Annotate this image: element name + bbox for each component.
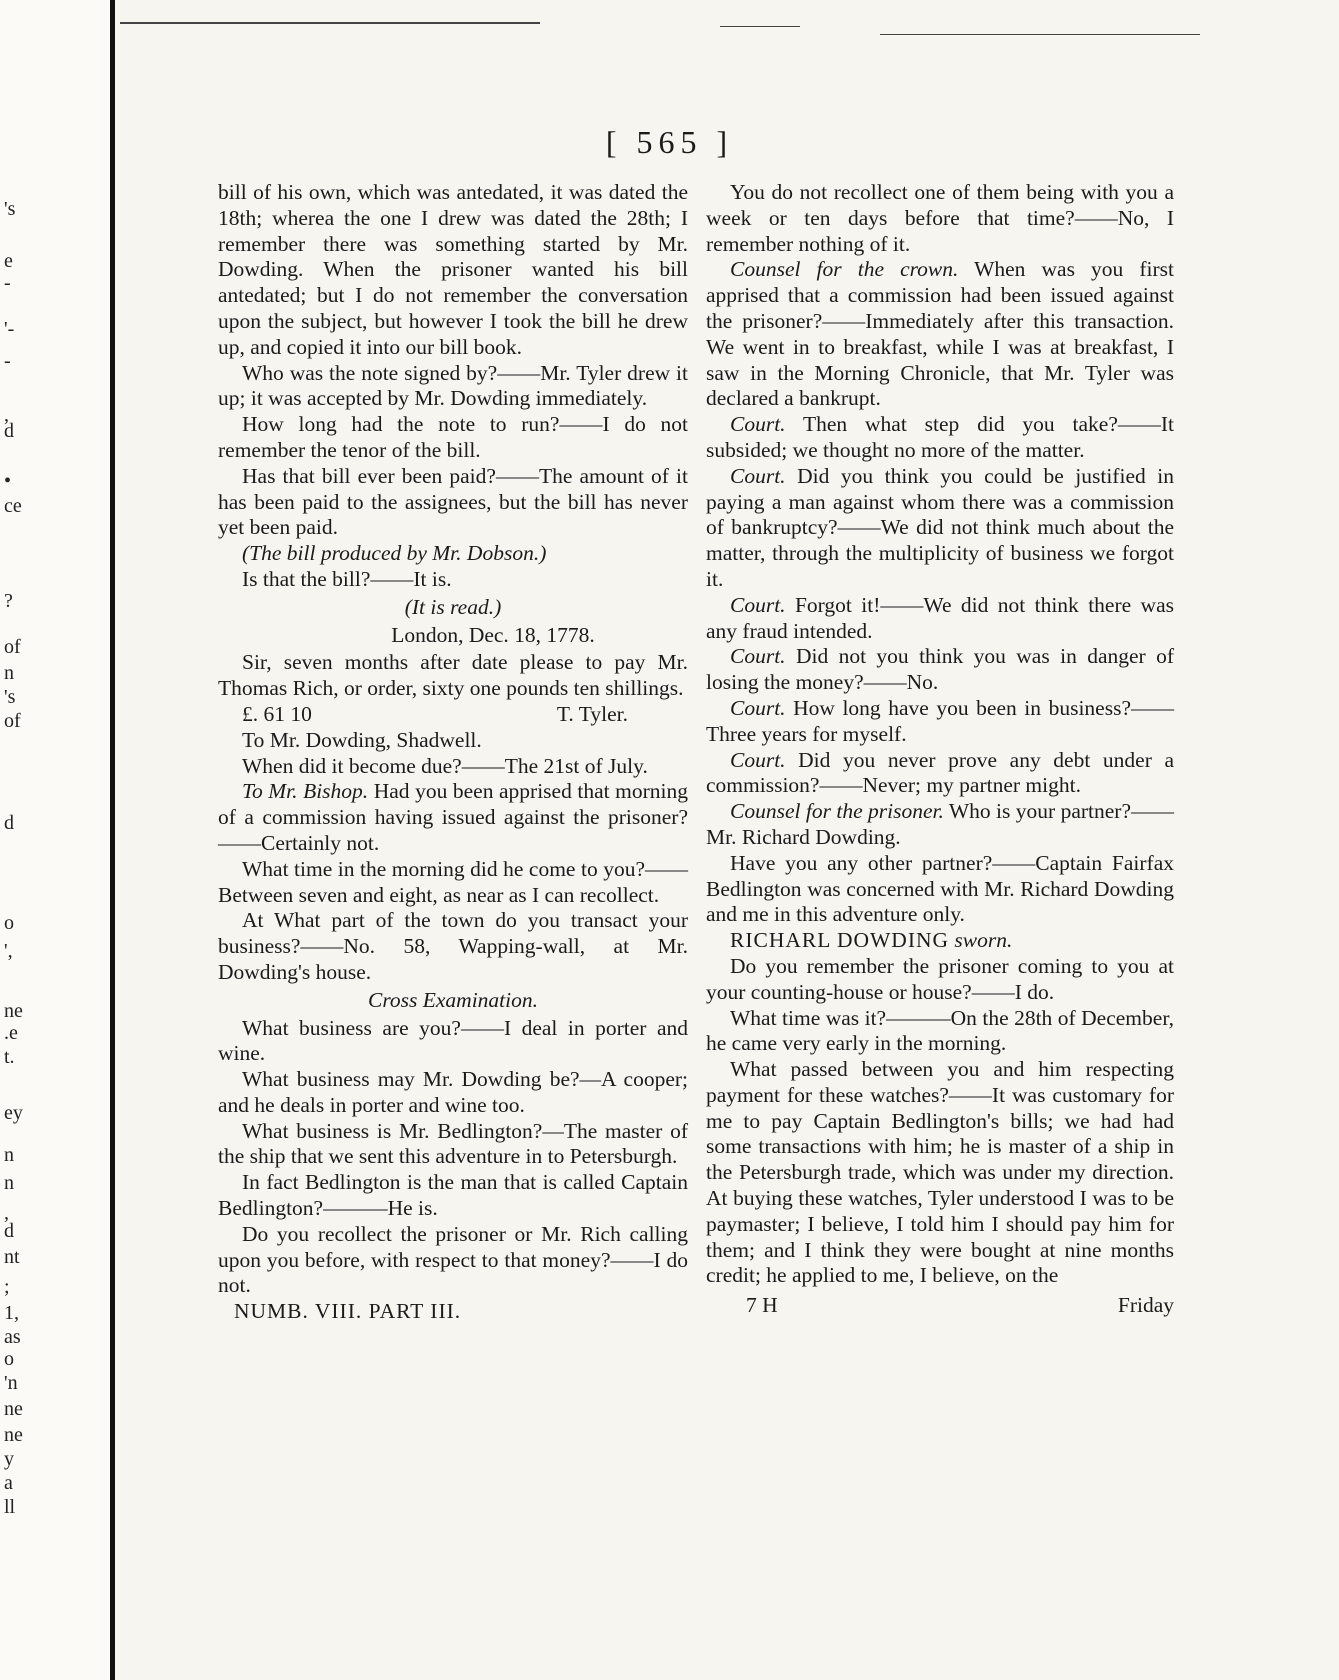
top-rule-left [120,22,540,24]
gutter-fragment: n [4,1172,14,1194]
paragraph: When did it become due?——The 21st of July. [242,753,648,778]
bill-amount-line [218,702,688,728]
paragraph [218,779,688,856]
gutter-fragment: d [4,1220,14,1242]
paragraph: In fact Bedlington is the man that is called Captain Bedlington?———He is. [218,1170,688,1221]
gutter-fragment: , [4,1202,9,1224]
speech: How long have you been in business?——Three years for myself. [706,695,1174,746]
speech: Then what step did you take?——It subsided; we thought no more of the matter. [706,412,1174,462]
paragraph: Have you any other partner?——Captain Fairfax Bedlington was concerned with Mr. Richard Dowding and me in this adventure only. [706,850,1174,927]
binding-edge [110,0,115,1680]
paragraph: What passed between you and him respecting payment for these watches?——It was customary for me to pay Captain Bedlington's bills; we had had some transactions with him; he is master of a ship in the Petersburgh trade, which was under my direction. At buying these watches, Tyler understood I was to be paymaster; I believe, I told him I should pay him for them; and I think they were bought at nine months credit; he applied to me, I believe, on the [706,1057,1174,1288]
gutter-fragment: '- [4,318,15,340]
speaker-label: Court. [730,747,786,772]
gutter-fragment: ey [4,1102,23,1124]
paragraph [706,257,1174,412]
gutter-fragment: d [4,812,14,834]
footer-line [706,1293,1174,1319]
paragraph: Who was the note signed by?——Mr. Tyler drew it up; it was accepted by Mr. Dowding immediately. [218,360,688,411]
paragraph: Do you recollect the prisoner or Mr. Rich calling upon you before, with respect to that money?——I do not. [218,1221,688,1298]
gutter-fragment: .e [4,1022,18,1044]
paragraph: Is that the bill?——It is. [242,566,452,591]
top-rule-right [880,34,1200,35]
section-heading: Cross Examination. [367,987,539,1012]
gutter-fragment: ne [4,1398,23,1420]
paragraph [706,799,1174,851]
gutter-fragment: a [4,1472,13,1494]
paragraph: How long had the note to run?——I do not remember the tenor of the bill. [218,412,688,462]
bill-date: London, Dec. 18, 1778. [391,622,595,647]
top-rule-center [720,26,800,27]
gutter-fragment: - [4,350,11,372]
paragraph: What business may Mr. Dowding be?—A cooper; and he deals in porter and wine too. [218,1067,688,1117]
speaker-label: Counsel for the crown. [730,257,959,282]
witness-sworn: sworn. [949,928,1013,953]
gutter-fragment: o [4,1348,14,1370]
signature-mark: NUMB. VIII. PART III. [234,1299,462,1324]
gutter-fragment: 'n [4,1372,18,1394]
speaker-label: Counsel for the prisoner. [730,799,944,824]
gutter-fragment: 's [4,198,16,220]
gutter-fragment: ', [4,940,13,962]
gutter-fragment: ne [4,1000,23,1022]
paragraph: Has that bill ever been paid?——The amount of it has been paid to the assignees, but the bill has never yet been paid. [218,463,688,540]
gutter-fragment: d [4,420,14,442]
gutter-fragment: 's [4,686,16,708]
bill-signature: T. Tyler. [556,701,628,726]
paragraph: At What part of the town do you transact your business?——No. 58, Wapping-wall, at Mr. Dowding's house. [218,908,688,984]
speech: Who is your partner?——Mr. Richard Dowding. [706,799,1174,849]
gutter-fragment: , [4,404,9,426]
gutter-fragment: ce [4,495,22,517]
stage-direction: (The bill produced by Mr. Dobson.) [242,541,547,566]
gutter-fragment: ; [4,1276,10,1298]
speech: Did not you think you was in danger of losing the money?——No. [706,644,1174,695]
speaker-label: Court. [730,644,786,669]
paragraph [706,464,1174,593]
speech: Had you been apprised that morning of a commission having issued against the prisoner?——Certainly not. [218,779,688,855]
paragraph: What time in the morning did he come to you?——Between seven and eight, as near as I can recollect. [218,856,688,907]
bill-amount: £. 61 10 [242,701,312,726]
paragraph [706,748,1174,800]
gutter-fragment: ? [4,590,13,612]
gutter-fragment: 1, [4,1302,19,1324]
catchword: Friday [1117,1293,1174,1318]
paragraph: bill of his own, which was antedated, it was dated the 18th; wherea the one I drew was dated the 28th; I remember there was something started by Mr. Dowding. When the prisoner wanted his bill antedated; but I do not remember the conversation upon the subject, but however I took the bill he drew up, and copied it into our bill book. [218,180,688,359]
speaker-label: Court. [730,463,786,488]
gutter-fragment: ne [4,1424,23,1446]
stage-direction: (It is read.) [404,594,502,619]
paragraph: Do you remember the prisoner coming to you at your counting-house or house?——I do. [706,953,1174,1004]
paragraph: What business are you?——I deal in porter and wine. [218,1015,688,1066]
left-column [218,180,688,1325]
right-column [706,180,1174,1319]
gutter-fragment: of [4,710,21,732]
gutter-fragment: e [4,250,13,272]
speech: Did you never prove any debt under a commission?——Never; my partner might. [706,747,1174,798]
bill-text: Sir, seven months after date please to pay Mr. Thomas Rich, or order, sixty one pounds ten shillings. [218,650,688,701]
gutter-fragment: of [4,636,21,658]
gutter-fragment: n [4,1144,14,1166]
bill-addressee: To Mr. Dowding, Shadwell. [242,727,482,752]
gutter-fragment: • [4,470,12,492]
speech: When was you first apprised that a commission had been issued against the prisoner?——Immediately after this transaction. We went in to breakfast, while I was at breakfast, I saw in the Morning Chronicle, that Mr. Tyler was declared a bankrupt. [706,257,1174,411]
speaker-label: Court. [730,592,786,617]
speaker-label: Court. [730,412,786,437]
speaker-label: Court. [730,695,786,720]
gutter-fragment: t. [4,1046,15,1068]
gutter-fragment: o [4,912,14,934]
gutter-fragment: - [4,272,11,294]
witness-name: RICHARL DOWDING [730,928,950,953]
gutter-fragment: n [4,662,14,684]
speech: Forgot it!——We did not think there was any fraud intended. [706,592,1174,643]
gutter-fragment: as [4,1326,21,1348]
paragraph [706,644,1174,696]
paragraph [706,593,1174,645]
gutter-fragment: ll [4,1496,16,1518]
speech: Did you think you could be justified in paying a man against whom there was a commission of bankruptcy?——We did not think much about the matter, through the multiplicity of business we forgot it. [706,463,1174,591]
witness-heading [706,928,1174,954]
paragraph: What business is Mr. Bedlington?—The master of the ship that we sent this adventure in to Petersburgh. [218,1118,688,1169]
paragraph [706,412,1174,464]
page-number: [ 565 ] [605,124,734,160]
gutter-fragment: nt [4,1246,20,1268]
gutter-fragment: y [4,1448,14,1470]
paragraph: What time was it?———On the 28th of December, he came very early in the morning. [706,1005,1174,1056]
paragraph [706,696,1174,748]
paragraph: You do not recollect one of them being with you a week or ten days before that time?——No, I remember nothing of it. [706,180,1174,256]
signature-mark: 7 H [746,1293,778,1318]
speaker-label: To Mr. Bishop. [242,779,369,804]
